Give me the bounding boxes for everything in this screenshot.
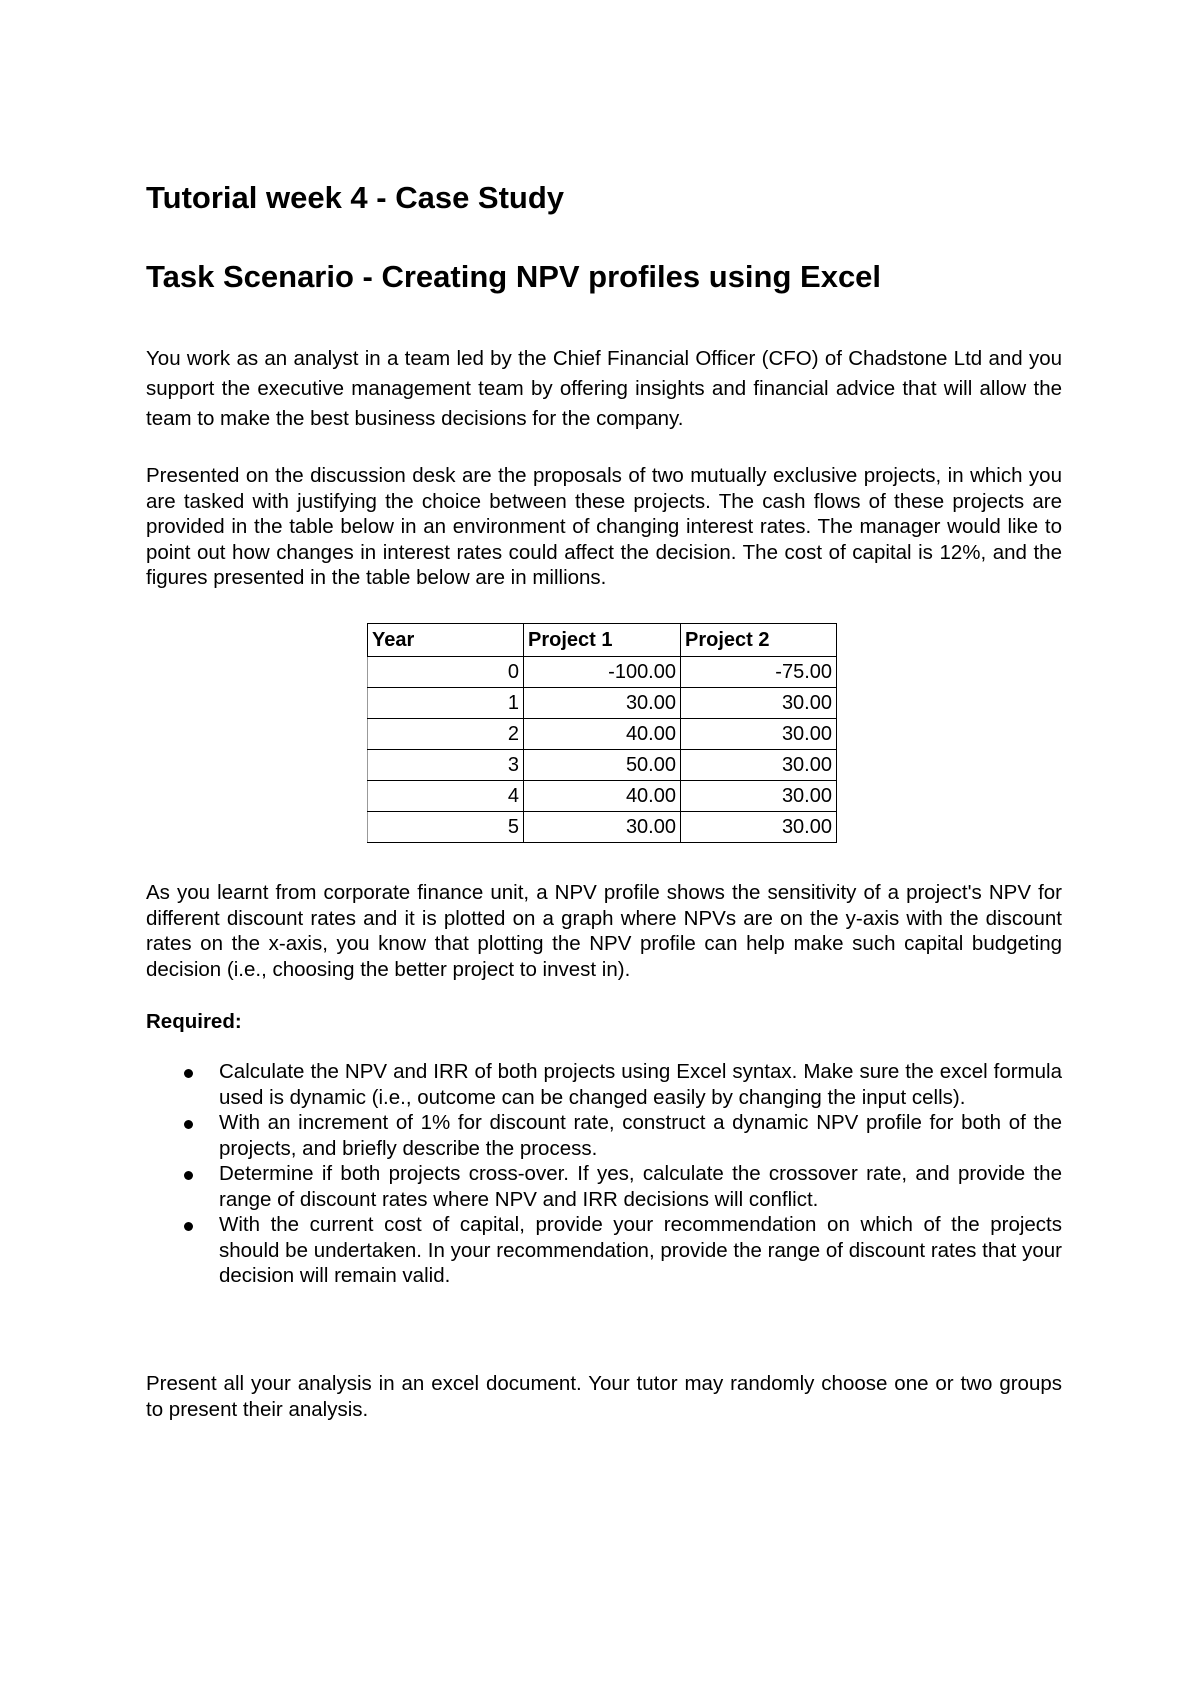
bullet-icon xyxy=(184,1069,193,1078)
document-subtitle: Task Scenario - Creating NPV profiles using Excel xyxy=(146,259,882,294)
list-item-text: With the current cost of capital, provide your recommendation on which of the projects should be undertaken. In your recommendation, provide the range of discount rates that your decision will remain valid. xyxy=(219,1213,1062,1287)
cell-project-2: 30.00 xyxy=(681,750,837,781)
cell-year: 1 xyxy=(368,688,524,719)
cell-year: 5 xyxy=(368,812,524,843)
cell-year: 3 xyxy=(368,750,524,781)
required-label: Required: xyxy=(146,1010,242,1033)
cell-project-2: -75.00 xyxy=(681,657,837,688)
bullet-icon xyxy=(184,1222,193,1231)
table-header-row xyxy=(368,624,837,657)
cell-year: 4 xyxy=(368,781,524,812)
bullet-icon xyxy=(184,1171,193,1180)
cell-year: 2 xyxy=(368,719,524,750)
cash-flow-table xyxy=(367,623,837,843)
header-project-1: Project 1 xyxy=(524,624,681,657)
cell-project-2: 30.00 xyxy=(681,688,837,719)
header-year: Year xyxy=(368,624,524,657)
list-item xyxy=(146,1161,1062,1212)
table-row xyxy=(368,657,837,688)
list-item-text: With an increment of 1% for discount rate, construct a dynamic NPV profile for both of the projects, and briefly describe the process. xyxy=(219,1111,1062,1160)
cell-project-2: 30.00 xyxy=(681,781,837,812)
table-row xyxy=(368,812,837,843)
bullet-icon xyxy=(184,1120,193,1129)
list-item xyxy=(146,1212,1062,1289)
cell-project-2: 30.00 xyxy=(681,719,837,750)
npv-profile-paragraph: As you learnt from corporate finance unit, a NPV profile shows the sensitivity of a project's NPV for different discount rates and it is plotted on a graph where NPVs are on the y-axis with the discount rates on the x-axis, you know that plotting the NPV profile can help make such capital budgeting decision (i.e., choosing the better project to invest in). xyxy=(146,881,1062,981)
cell-project-1: 40.00 xyxy=(524,719,681,750)
cell-project-1: 40.00 xyxy=(524,781,681,812)
closing-paragraph: Present all your analysis in an excel document. Your tutor may randomly choose one or two groups to present their analysis. xyxy=(146,1372,1062,1421)
document-title: Tutorial week 4 - Case Study xyxy=(146,180,565,215)
cell-project-1: 30.00 xyxy=(524,688,681,719)
list-item-text: Calculate the NPV and IRR of both projects using Excel syntax. Make sure the excel formula used is dynamic (i.e., outcome can be changed easily by changing the input cells). xyxy=(219,1060,1062,1109)
cell-project-2: 30.00 xyxy=(681,812,837,843)
requirements-list xyxy=(146,1059,1062,1289)
intro-paragraph: You work as an analyst in a team led by the Chief Financial Officer (CFO) of Chadstone Ltd and you support the executive management team by offering insights and financial advice that will allow the team to make the best business decisions for the company. xyxy=(146,347,1062,430)
cell-year: 0 xyxy=(368,657,524,688)
cell-project-1: 50.00 xyxy=(524,750,681,781)
scenario-paragraph: Presented on the discussion desk are the proposals of two mutually exclusive projects, in which you are tasked with justifying the choice between these projects. The cash flows of these projects are provided in the table below in an environment of changing interest rates. The manager would like to point out how changes in interest rates could affect the decision. The cost of capital is 12%, and the figures presented in the table below are in millions. xyxy=(146,464,1062,589)
cell-project-1: -100.00 xyxy=(524,657,681,688)
table-row xyxy=(368,750,837,781)
table-row xyxy=(368,719,837,750)
header-project-2: Project 2 xyxy=(681,624,837,657)
cell-project-1: 30.00 xyxy=(524,812,681,843)
list-item-text: Determine if both projects cross-over. If yes, calculate the crossover rate, and provide the range of discount rates where NPV and IRR decisions will conflict. xyxy=(219,1162,1062,1211)
list-item xyxy=(146,1110,1062,1161)
table-row xyxy=(368,688,837,719)
table-row xyxy=(368,781,837,812)
list-item xyxy=(146,1059,1062,1110)
